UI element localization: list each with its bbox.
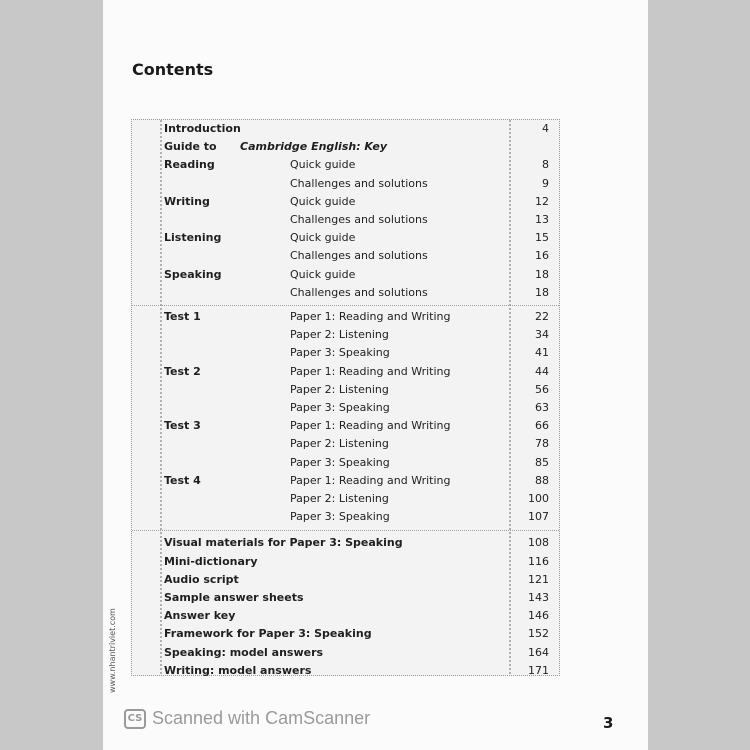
entry-title: Guide to <box>164 140 217 154</box>
toc-row <box>132 435 559 453</box>
entry-title: Answer key <box>164 609 236 623</box>
section-label: Speaking <box>164 267 222 281</box>
section-label: Writing <box>164 194 210 208</box>
toc-row <box>132 472 559 490</box>
entry-title: Paper 2: Listening <box>290 328 389 342</box>
entry-title: Challenges and solutions <box>290 213 428 226</box>
entry-title: Paper 3: Speaking <box>290 510 390 524</box>
entry-page: 152 <box>528 627 549 641</box>
entry-title: Challenges and solutions <box>290 249 428 263</box>
toc-row <box>132 363 559 381</box>
entry-page: 4 <box>542 122 549 135</box>
entry-title: Paper 3: Speaking <box>290 346 390 360</box>
toc-row <box>132 571 559 589</box>
entry-title: Paper 1: Reading and Writing <box>290 473 451 487</box>
contents-table <box>131 119 560 676</box>
entry-title: Quick guide <box>290 158 356 172</box>
entry-page: 121 <box>528 572 549 586</box>
section-separator <box>132 305 559 307</box>
entry-title: Speaking: model answers <box>164 645 324 659</box>
entry-page: 15 <box>535 231 549 245</box>
section-separator <box>132 530 559 532</box>
entry-title: Paper 2: Listening <box>290 437 389 451</box>
camscanner-logo-icon: CS <box>124 709 146 729</box>
page-title: Contents <box>132 60 214 79</box>
entry-page: 12 <box>535 194 549 208</box>
website-watermark: www.nhantriviet.com <box>108 608 117 693</box>
entry-page: 116 <box>528 554 549 568</box>
entry-title: Quick guide <box>290 231 356 245</box>
toc-row <box>132 490 559 508</box>
section-label: Test 1 <box>164 310 201 323</box>
entry-page: 66 <box>535 419 549 433</box>
section-label: Reading <box>164 158 215 172</box>
entry-page: 18 <box>535 285 549 299</box>
toc-row <box>132 211 559 229</box>
camscanner-watermark <box>124 708 370 729</box>
entry-page: 171 <box>528 663 549 677</box>
entry-page: 8 <box>542 158 549 172</box>
toc-row <box>132 247 559 265</box>
toc-row <box>132 625 559 643</box>
toc-row <box>132 308 559 326</box>
entry-page: 88 <box>535 473 549 487</box>
toc-row <box>132 508 559 526</box>
entry-title: Paper 2: Listening <box>290 382 389 396</box>
toc-row <box>132 193 559 211</box>
entry-page: 44 <box>535 364 549 378</box>
toc-row <box>132 399 559 417</box>
entry-page: 18 <box>535 267 549 281</box>
entry-page: 100 <box>528 492 549 505</box>
entry-title: Audio script <box>164 572 239 586</box>
section-label: Test 2 <box>164 364 201 378</box>
entry-page: 34 <box>535 328 549 342</box>
toc-row <box>132 644 559 662</box>
entry-page: 9 <box>542 176 549 190</box>
toc-row <box>132 553 559 571</box>
toc-row <box>132 266 559 284</box>
toc-row <box>132 589 559 607</box>
entry-page: 143 <box>528 591 549 604</box>
entry-title: Paper 1: Reading and Writing <box>290 310 451 323</box>
entry-title: Quick guide <box>290 267 356 281</box>
entry-page: 108 <box>528 536 549 550</box>
entry-title: Paper 1: Reading and Writing <box>290 419 451 433</box>
toc-row <box>132 662 559 680</box>
entry-page: 16 <box>535 249 549 263</box>
toc-row <box>132 156 559 174</box>
toc-row <box>132 120 559 138</box>
entry-title-italic: Cambridge English: Key <box>240 140 387 154</box>
entry-title: Paper 1: Reading and Writing <box>290 364 451 378</box>
toc-row <box>132 175 559 193</box>
toc-row <box>132 607 559 625</box>
entry-page: 41 <box>535 346 549 360</box>
entry-title: Sample answer sheets <box>164 591 304 604</box>
toc-row <box>132 534 559 552</box>
toc-row <box>132 229 559 247</box>
entry-page: 107 <box>528 510 549 524</box>
entry-title: Challenges and solutions <box>290 176 428 190</box>
section-label: Test 4 <box>164 473 201 487</box>
page-number: 3 <box>603 714 614 732</box>
section-label: Listening <box>164 231 222 245</box>
toc-row <box>132 138 559 156</box>
camscanner-text: Scanned with CamScanner <box>152 708 371 728</box>
entry-title: Framework for Paper 3: Speaking <box>164 627 372 641</box>
entry-title: Challenges and solutions <box>290 285 428 299</box>
entry-title: Writing: model answers <box>164 663 312 677</box>
entry-title: Visual materials for Paper 3: Speaking <box>164 536 403 550</box>
entry-page: 63 <box>535 401 549 414</box>
toc-row <box>132 326 559 344</box>
toc-row <box>132 417 559 435</box>
entry-page: 146 <box>528 609 549 623</box>
toc-row <box>132 454 559 472</box>
entry-page: 56 <box>535 382 549 396</box>
entry-page: 164 <box>528 645 549 659</box>
entry-page: 85 <box>535 455 549 469</box>
entry-title: Mini-dictionary <box>164 554 258 568</box>
entry-page: 13 <box>535 213 549 226</box>
entry-title: Paper 2: Listening <box>290 492 389 505</box>
entry-title: Paper 3: Speaking <box>290 455 390 469</box>
toc-row <box>132 344 559 362</box>
entry-title: Quick guide <box>290 194 356 208</box>
entry-title: Introduction <box>164 122 241 135</box>
toc-row <box>132 381 559 399</box>
entry-title: Paper 3: Speaking <box>290 401 390 414</box>
section-label: Test 3 <box>164 419 201 433</box>
entry-page: 22 <box>535 310 549 323</box>
toc-row <box>132 284 559 302</box>
entry-page: 78 <box>535 437 549 451</box>
